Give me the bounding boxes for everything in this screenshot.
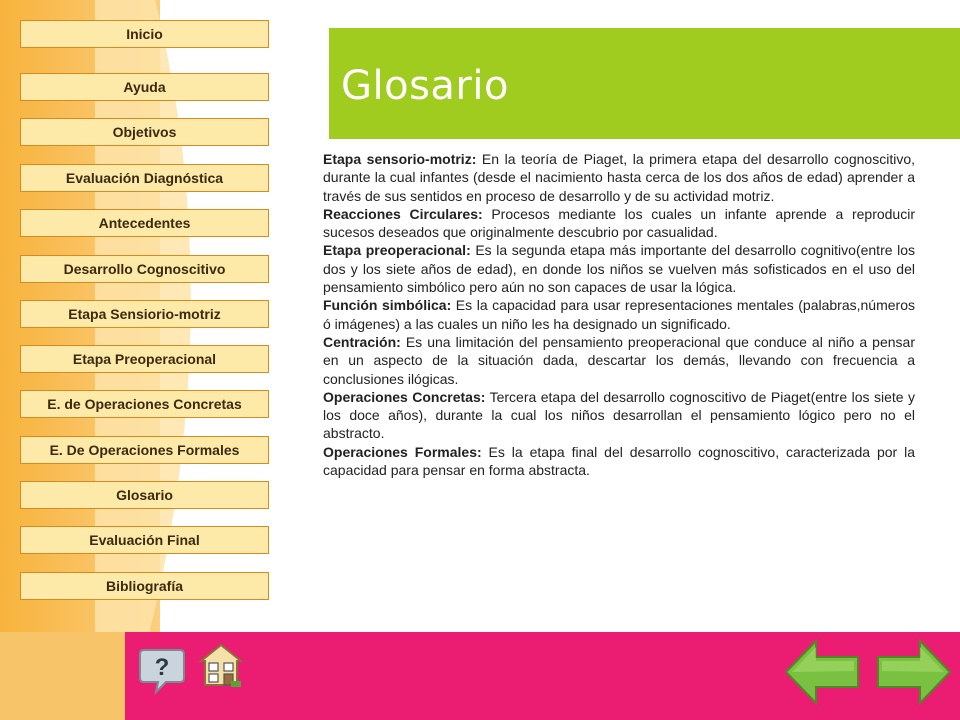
glossary-definition: Tercera etapa del desarrollo cognoscitivo de Piaget(entre los siete y los doce años), durante la cual los niños desarrollan el pensamiento lógico pero no el abstracto.: [323, 388, 915, 442]
nav-antecedentes-button[interactable]: Antecedentes: [20, 209, 269, 237]
nav-glosario-button[interactable]: Glosario: [20, 481, 269, 509]
glossary-term: Etapa sensorio-motriz:: [323, 151, 477, 167]
help-glyph: ?: [154, 654, 170, 681]
question-mark-icon[interactable]: [136, 644, 188, 696]
glossary-entry: [323, 388, 915, 443]
glossary-content: [323, 150, 915, 479]
glossary-term: Reacciones Circulares:: [323, 205, 483, 222]
nav-bibliografia-button[interactable]: Bibliografía: [20, 572, 269, 600]
nav-evaluacion-final-button[interactable]: Evaluación Final: [20, 526, 269, 554]
nav-desarrollo-cognoscitivo-button[interactable]: Desarrollo Cognoscitivo: [20, 255, 269, 283]
glossary-entry: [323, 241, 915, 296]
glossary-definition: Es la capacidad para usar representaciones mentales (palabras,números ó imágenes) a las cuales un niño les ha designado un significado.: [323, 297, 915, 332]
glossary-definition: Es la segunda etapa más importante del desarrollo cognitivo(entre los dos y los siete años de edad), en donde los niños se vuelven más sofisticados en el uso del pensamiento simbólico pero aún no son capaces de usar la lógica.: [323, 242, 915, 296]
glossary-definition: Es la etapa final del desarrollo cognoscitivo, caracterizada por la capacidad para pensar en forma abstracta.: [323, 443, 915, 479]
nav-evaluacion-diagnostica-button[interactable]: Evaluación Diagnóstica: [20, 164, 269, 192]
bottom-left-panel: [0, 632, 125, 720]
glossary-entry: [323, 296, 915, 333]
nav-objetivos-button[interactable]: Objetivos: [20, 118, 269, 146]
glossary-entry: [323, 333, 915, 388]
glossary-term: Función simbólica:: [323, 297, 452, 314]
nav-etapa-sensiorio-motriz-button[interactable]: Etapa Sensiorio-motriz: [20, 300, 269, 328]
nav-ayuda-button[interactable]: Ayuda: [20, 73, 269, 101]
arrow-left-icon[interactable]: [782, 637, 862, 707]
glossary-term: Operaciones Formales:: [323, 443, 482, 460]
glossary-definition: Procesos mediante los cuales un infante aprende a reproducir sucesos deseados que originalmente descubrio por casualidad.: [323, 205, 915, 241]
page-title-banner: [329, 28, 960, 139]
glossary-definition: Es una limitación del pensamiento preoperacional que conduce al niño a pensar en un aspecto de la situación dada, descartar los demás, llevando con frecuencia a conclusiones ilógicas.: [323, 333, 915, 387]
glossary-entry: [323, 205, 915, 242]
glossary-definition: En la teoría de Piaget, la primera etapa del desarrollo cognoscitivo, durante la cual infantes (desde el nacimiento hasta cerca de los dos años de edad) aprender a través de sus sentidos en proceso de desarrollo y de su actividad motriz.: [323, 151, 915, 204]
glossary-term: Etapa preoperacional:: [323, 242, 471, 259]
glossary-term: Operaciones Concretas:: [323, 388, 486, 405]
nav-operaciones-formales-button[interactable]: E. De Operaciones Formales: [20, 436, 269, 464]
nav-inicio-button[interactable]: Inicio: [20, 20, 269, 48]
nav-etapa-preoperacional-button[interactable]: Etapa Preoperacional: [20, 345, 269, 373]
glossary-entry: [323, 443, 915, 480]
arrow-right-icon[interactable]: [874, 637, 954, 707]
glossary-term: Centración:: [323, 333, 401, 350]
house-icon[interactable]: [199, 643, 243, 689]
page-title: Glosario: [341, 63, 509, 109]
glossary-entry: [323, 150, 915, 205]
nav-operaciones-concretas-button[interactable]: E. de Operaciones Concretas: [20, 390, 269, 418]
